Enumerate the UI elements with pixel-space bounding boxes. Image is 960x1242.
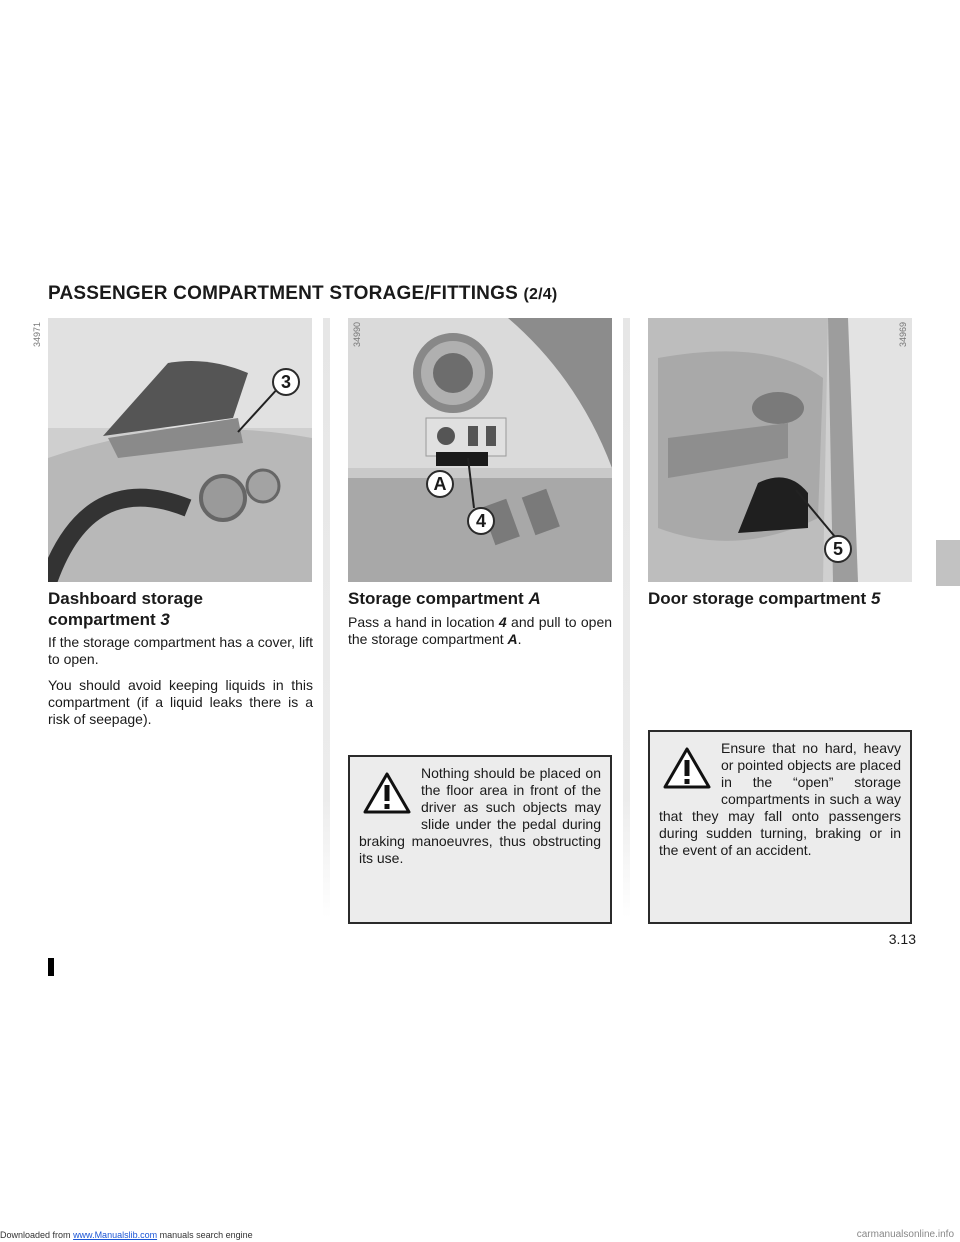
page-title <box>48 283 557 305</box>
page-title-text: PASSENGER COMPARTMENT STORAGE/FITTINGS <box>48 283 518 304</box>
warning-triangle-icon <box>363 771 411 815</box>
dashboard-storage-illustration <box>48 318 312 582</box>
column-divider <box>323 318 330 918</box>
page-title-suffix: (2/4) <box>523 286 558 303</box>
dashboard-storage-text <box>48 634 313 737</box>
heading-ref: 3 <box>160 610 170 629</box>
paragraph: You should avoid keeping liquids in this compartment (if a liquid leaks there is a risk of seepage). <box>48 677 313 727</box>
footer-watermark: carmanualsonline.info <box>856 1229 954 1240</box>
chapter-tab <box>936 540 960 586</box>
callout-4: 4 <box>467 507 495 535</box>
storage-compartment-heading: Storage compartment A <box>348 589 541 608</box>
callout-3: 3 <box>272 368 300 396</box>
heading-ref: A <box>528 589 541 608</box>
storage-compartment-photo <box>348 318 612 582</box>
storage-compartment-text: Pass a hand in location 4 and pull to open the storage compartment A. <box>348 614 613 647</box>
open-storage-warning-text: Ensure that no hard, heavy or pointed objects are placed in the “open” storage compartments in such a way that they may fall onto passengers during sudden turning, braking or in the event of an accident. <box>659 740 901 858</box>
door-storage-photo <box>648 318 912 582</box>
door-storage-illustration <box>648 318 912 582</box>
storage-compartment-illustration <box>348 318 612 582</box>
footer-download-note: Downloaded from www.Manualslib.com manuals search engine <box>0 1230 253 1240</box>
revision-marker <box>48 958 54 976</box>
image-code: 34990 <box>352 322 362 348</box>
dashboard-storage-heading: Dashboard storage compartment 3 <box>48 589 203 629</box>
door-storage-heading: Door storage compartment 5 <box>648 589 881 608</box>
page-number: 3.13 <box>888 931 916 947</box>
paragraph: If the storage compartment has a cover, lift to open. <box>48 634 313 667</box>
manualslib-link[interactable]: www.Manualslib.com <box>73 1230 158 1240</box>
column-divider <box>623 318 630 918</box>
open-storage-warning-box <box>648 730 912 924</box>
image-code: 34969 <box>898 322 908 348</box>
image-code: 34971 <box>32 322 42 348</box>
floor-warning-box <box>348 755 612 924</box>
dashboard-storage-photo <box>48 318 312 582</box>
callout-5: 5 <box>824 535 852 563</box>
heading-ref: 5 <box>870 589 881 608</box>
warning-triangle-icon <box>663 746 711 790</box>
floor-warning-text: Nothing should be placed on the floor area in front of the driver as such objects may slide under the pedal during braking manoeuvres, thus obstructing its use. <box>359 765 601 866</box>
callout-A: A <box>426 470 454 498</box>
